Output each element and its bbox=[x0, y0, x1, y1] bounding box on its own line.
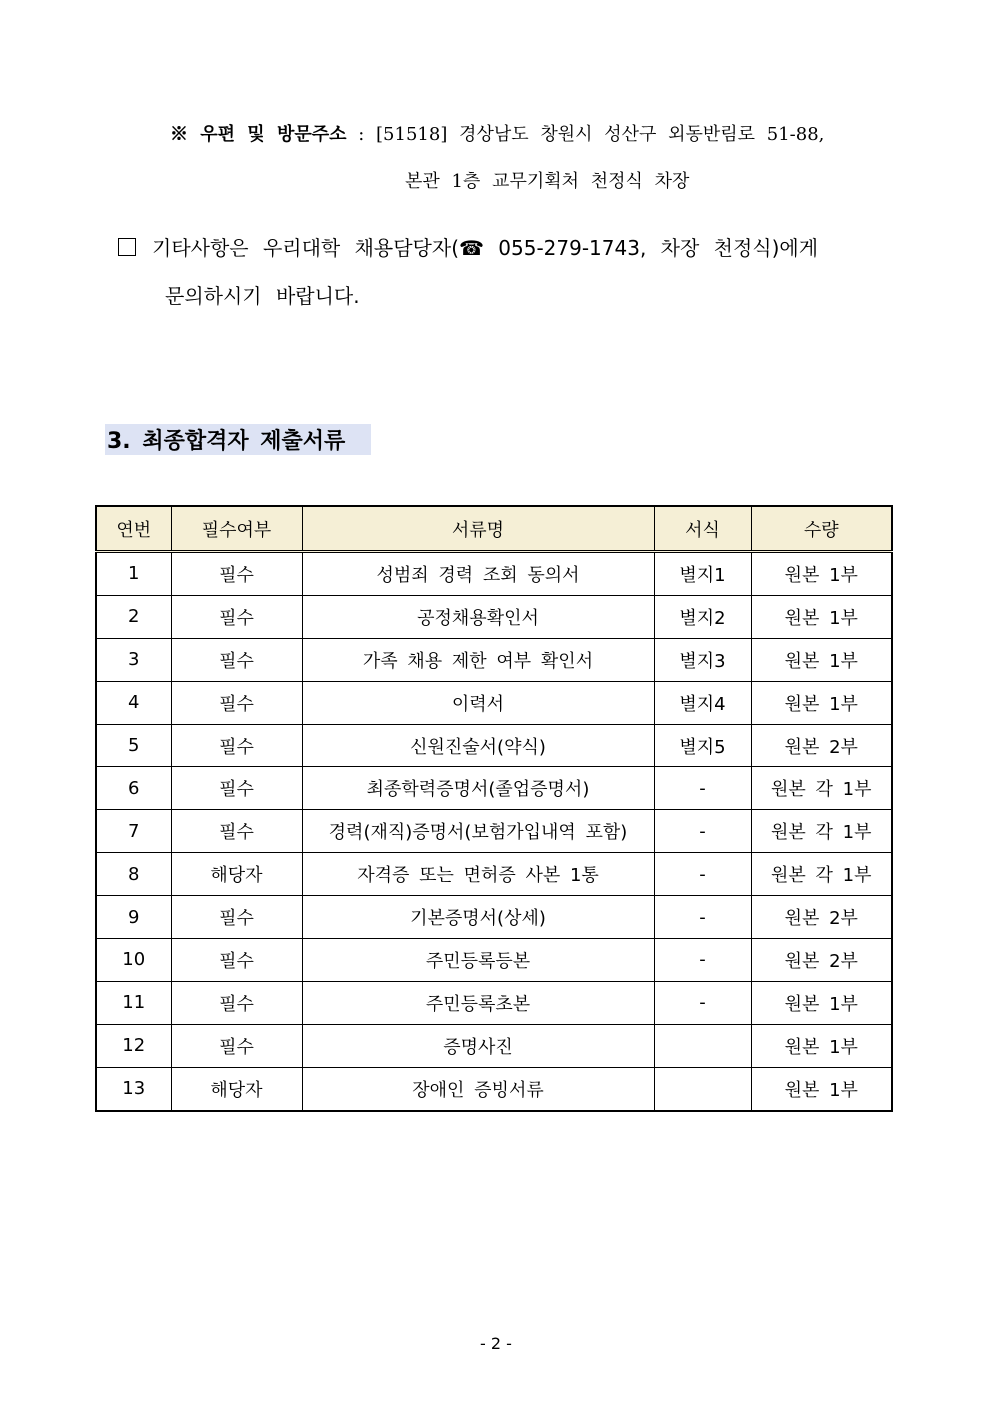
table-row bbox=[96, 1024, 892, 1067]
table-row bbox=[96, 981, 892, 1024]
cell-form: 별지2 bbox=[654, 595, 751, 638]
cell-quantity: 원본 각 1부 bbox=[751, 810, 892, 853]
cell-no: 4 bbox=[96, 681, 171, 724]
table-header-row bbox=[96, 506, 892, 552]
cell-quantity: 원본 1부 bbox=[751, 595, 892, 638]
cell-required: 필수 bbox=[171, 896, 302, 939]
cell-required: 필수 bbox=[171, 552, 302, 596]
table-row bbox=[96, 767, 892, 810]
cell-no: 6 bbox=[96, 767, 171, 810]
cell-required: 필수 bbox=[171, 595, 302, 638]
cell-required: 필수 bbox=[171, 810, 302, 853]
header-required: 필수여부 bbox=[171, 506, 302, 552]
cell-form: - bbox=[654, 939, 751, 982]
cell-quantity: 원본 각 1부 bbox=[751, 853, 892, 896]
cell-doc-name: 기본증명서(상세) bbox=[302, 896, 654, 939]
table-row bbox=[96, 939, 892, 982]
cell-quantity: 원본 2부 bbox=[751, 724, 892, 767]
cell-form: 별지5 bbox=[654, 724, 751, 767]
address-label: ※ 우편 및 방문주소 bbox=[170, 124, 347, 145]
cell-no: 1 bbox=[96, 552, 171, 596]
cell-quantity: 원본 1부 bbox=[751, 681, 892, 724]
cell-form: 별지4 bbox=[654, 681, 751, 724]
cell-quantity: 원본 1부 bbox=[751, 981, 892, 1024]
contact-note-line-2: 문의하시기 바랍니다. bbox=[165, 284, 360, 308]
header-doc-name: 서류명 bbox=[302, 506, 654, 552]
cell-form: - bbox=[654, 810, 751, 853]
cell-no: 10 bbox=[96, 939, 171, 982]
cell-required: 필수 bbox=[171, 981, 302, 1024]
cell-no: 3 bbox=[96, 638, 171, 681]
cell-required: 해당자 bbox=[171, 853, 302, 896]
cell-doc-name: 자격증 또는 면허증 사본 1통 bbox=[302, 853, 654, 896]
address-separator: : bbox=[346, 124, 377, 145]
section-title bbox=[105, 424, 371, 455]
cell-quantity: 원본 각 1부 bbox=[751, 767, 892, 810]
documents-table bbox=[95, 505, 893, 1112]
address-line-2: 본관 1층 교무기획처 천정식 차장 bbox=[405, 171, 690, 192]
cell-doc-name: 경력(재직)증명서(보험가입내역 포함) bbox=[302, 810, 654, 853]
page-number: - 2 - bbox=[480, 1334, 512, 1353]
cell-required: 필수 bbox=[171, 638, 302, 681]
cell-form: 별지1 bbox=[654, 552, 751, 596]
header-no: 연번 bbox=[96, 506, 171, 552]
contact-note-text: 기타사항은 우리대학 채용담당자(☎ 055-279-1743, 차장 천정식)에게 bbox=[152, 236, 819, 260]
table-row bbox=[96, 896, 892, 939]
cell-no: 12 bbox=[96, 1024, 171, 1067]
cell-doc-name: 공정채용확인서 bbox=[302, 595, 654, 638]
table-row bbox=[96, 681, 892, 724]
table-row bbox=[96, 595, 892, 638]
table-row bbox=[96, 552, 892, 596]
cell-no: 9 bbox=[96, 896, 171, 939]
cell-doc-name: 장애인 증빙서류 bbox=[302, 1067, 654, 1110]
cell-quantity: 원본 1부 bbox=[751, 1067, 892, 1110]
cell-form: - bbox=[654, 896, 751, 939]
cell-quantity: 원본 2부 bbox=[751, 939, 892, 982]
table-row bbox=[96, 1067, 892, 1110]
cell-doc-name: 주민등록등본 bbox=[302, 939, 654, 982]
cell-quantity: 원본 1부 bbox=[751, 1024, 892, 1067]
cell-required: 필수 bbox=[171, 1024, 302, 1067]
cell-form: - bbox=[654, 853, 751, 896]
cell-doc-name: 주민등록초본 bbox=[302, 981, 654, 1024]
cell-doc-name: 신원진술서(약식) bbox=[302, 724, 654, 767]
cell-no: 5 bbox=[96, 724, 171, 767]
cell-doc-name: 증명사진 bbox=[302, 1024, 654, 1067]
cell-form: - bbox=[654, 767, 751, 810]
address-line-1 bbox=[170, 120, 824, 146]
table-row bbox=[96, 724, 892, 767]
table-row bbox=[96, 810, 892, 853]
cell-quantity: 원본 1부 bbox=[751, 552, 892, 596]
table-row bbox=[96, 853, 892, 896]
cell-quantity: 원본 1부 bbox=[751, 638, 892, 681]
cell-no: 2 bbox=[96, 595, 171, 638]
cell-no: 8 bbox=[96, 853, 171, 896]
cell-required: 필수 bbox=[171, 767, 302, 810]
cell-doc-name: 이력서 bbox=[302, 681, 654, 724]
cell-no: 13 bbox=[96, 1067, 171, 1110]
header-quantity: 수량 bbox=[751, 506, 892, 552]
cell-quantity: 원본 2부 bbox=[751, 896, 892, 939]
cell-no: 11 bbox=[96, 981, 171, 1024]
cell-doc-name: 가족 채용 제한 여부 확인서 bbox=[302, 638, 654, 681]
cell-required: 필수 bbox=[171, 724, 302, 767]
cell-doc-name: 최종학력증명서(졸업증명서) bbox=[302, 767, 654, 810]
address-text: [51518] 경상남도 창원시 성산구 외동반림로 51-88, bbox=[376, 124, 825, 145]
cell-required: 해당자 bbox=[171, 1067, 302, 1110]
cell-no: 7 bbox=[96, 810, 171, 853]
table-row bbox=[96, 638, 892, 681]
cell-form bbox=[654, 1024, 751, 1067]
contact-note bbox=[118, 232, 818, 261]
cell-required: 필수 bbox=[171, 939, 302, 982]
table-body bbox=[96, 552, 892, 1111]
checkbox-bullet-icon bbox=[118, 238, 136, 256]
cell-form bbox=[654, 1067, 751, 1110]
cell-doc-name: 성범죄 경력 조회 동의서 bbox=[302, 552, 654, 596]
cell-required: 필수 bbox=[171, 681, 302, 724]
section-title-text: 3. 최종합격자 제출서류 bbox=[105, 424, 371, 455]
header-form: 서식 bbox=[654, 506, 751, 552]
cell-form: - bbox=[654, 981, 751, 1024]
cell-form: 별지3 bbox=[654, 638, 751, 681]
